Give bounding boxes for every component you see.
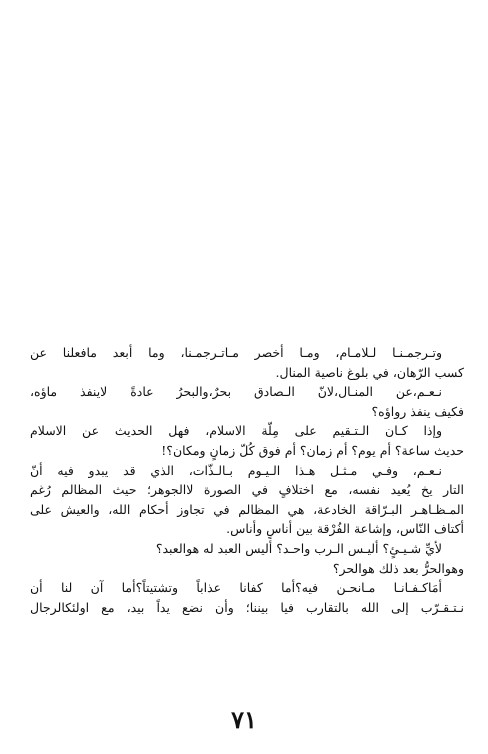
text-line: أمَاكـفـانـا مـانحـن فيه؟أما كفانا عذاباً وتشتيتاً؟أما آن لنا أن: [30, 580, 442, 596]
text-line: حديث ساعة؟ أم يوم؟ أم زمان؟ أم فوق كُلّ زمانٍ ومكان؟!: [161, 442, 464, 458]
text-line: التار يخ يُعيد نفسه، مع اختلافٍ في الصورة لاالجوهر؛ حيث المظالم رُغم: [30, 482, 464, 498]
text-line: أكتاف النّاس، وإشاعة الفُرْقة بين أناسٍ وأناس.: [226, 521, 464, 537]
text-line: فكيف ينفذ رواؤه؟: [371, 403, 464, 419]
text-line: وهوالحرُّ بعد ذلك هوالحر؟: [332, 560, 464, 576]
text-line: وإذا كـان الـتـقيم على مِلّة الاسلام، فهل الحديث عن الاسلام: [30, 423, 442, 439]
body-text: [30, 343, 464, 617]
page-number: ٧١: [231, 705, 257, 734]
text-line: وتـرجمـنـا لـلامـام، ومـا أخصر مـاتـرجمـنا، وما أبعد مافعلنا عن: [30, 345, 442, 360]
text-line: المـظـاهـر البـرّاقة الخادعة، هي المظالم في تجاوز أحكام الله، والعيش على: [30, 501, 464, 517]
text-line: نـعـم، وفـي مـثـل هـذا الـيـوم بـالـذّات، الذي قد يبدو فيه أنّ: [30, 462, 442, 478]
text-line: نـتـقـرّب إلى الله بالتقارب فيا بيننا؛ وأن نضع يداً بيد، مع اولئكالرجال: [30, 599, 464, 615]
text-line: كسب الرّهان، في بلوغ ناصية المنال.: [275, 364, 464, 380]
text-line: نـعـم،عن المنـال،لانّ الـصادق بحرٌ،والبحرُ عادةً لاينفذ ماؤه،: [30, 384, 442, 400]
text-line: لأيِّ شـيـئٍ؟ أليـس الـرب واحـد؟ أليس العبد له هوالعبد؟: [155, 540, 442, 556]
